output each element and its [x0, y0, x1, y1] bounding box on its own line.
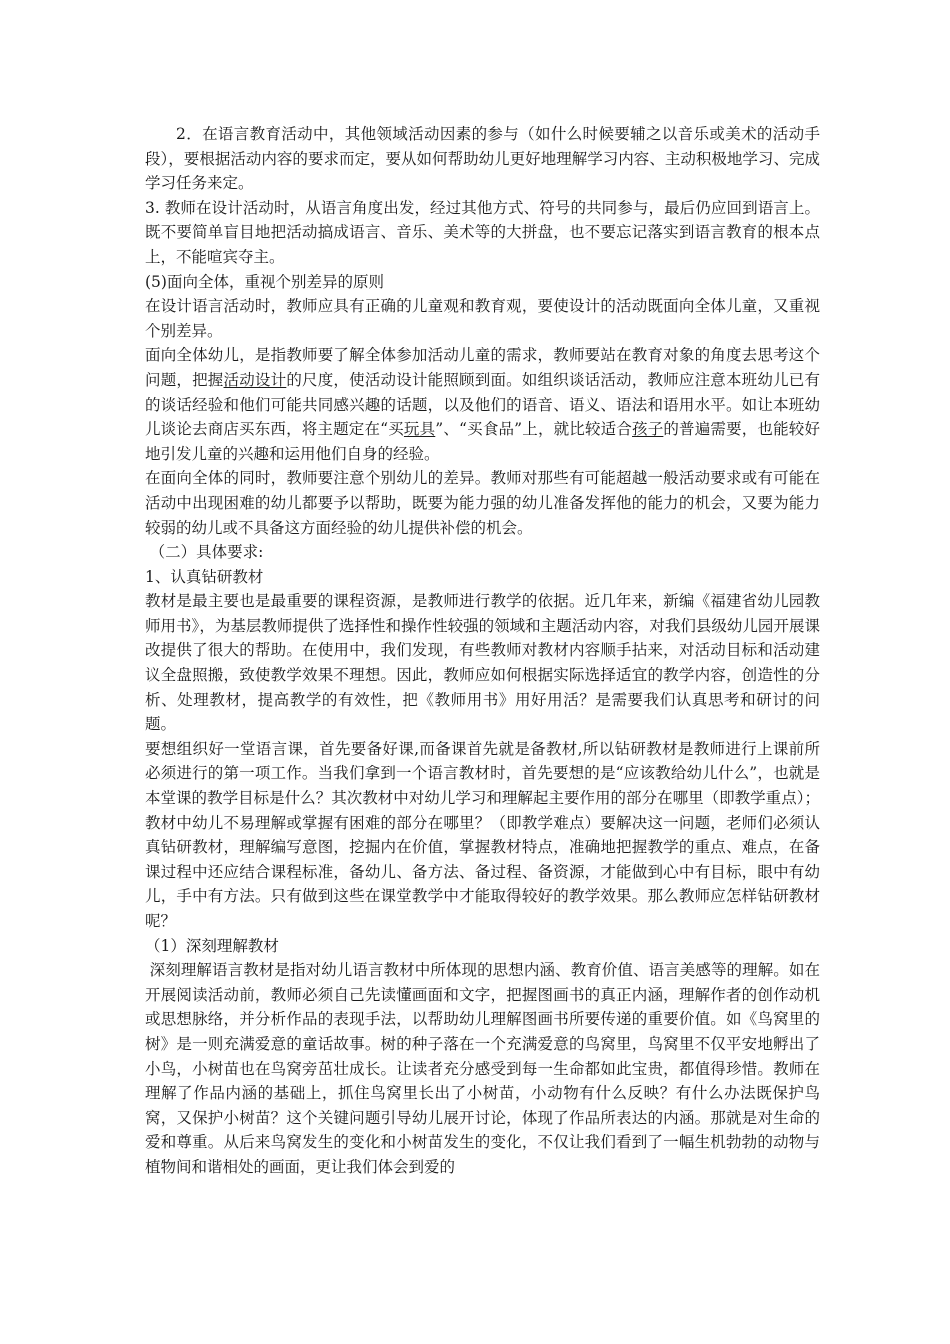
link-children[interactable]: 孩子: [632, 420, 664, 439]
link-activity-design[interactable]: 活动设计: [223, 370, 287, 389]
paragraph-return-to-language: 3. 教师在设计活动时，从语言角度出发，经过其他方式、符号的共同参与，最后仍应回到语言上。既不要简单盲目地把活动搞成语言、音乐、美术等的大拼盘，也不要忘记落实到语言教育的根本点上，不能喧宾夺主。: [145, 198, 820, 266]
paragraph-all-children: [145, 343, 820, 466]
paragraph-deep-understanding: 深刻理解语言教材是指对幼儿语言教材中所体现的思想内涵、教育价值、语言美感等的理解。如在开展阅读活动前，教师必须自己先读懂画面和文字，把握图画书的真正内涵，理解作者的创作动机或思想脉络，并分析作品的表现手法，以帮助幼儿理解图画书所要传递的重要价值。如《鸟窝里的树》是一则充满爱意的童话故事。树的种子落在一个充满爱意的鸟窝里，鸟窝里不仅平安地孵出了小鸟，小树苗也在鸟窝旁茁壮成长。让读者充分感受到每一生命都如此宝贵，都值得珍惜。教师在理解了作品内涵的基础上，抓住鸟窝里长出了小树苗，小动物有什么反映？有什么办法既保护鸟窝，又保护小树苗？这个关键问题引导幼儿展开讨论，体现了作品所表达的内涵。那就是对生命的爱和尊重。从后来鸟窝发生的变化和小树苗发生的变化，不仅让我们看到了一幅生机勃勃的动物与植物间和谐相处的画面，更让我们体会到爱的: [145, 961, 820, 1176]
document-page: [145, 122, 820, 1180]
paragraph-activity-factors: 2．在语言教育活动中，其他领域活动因素的参与（如什么时候要辅之以音乐或美术的活动手段），要根据活动内容的要求而定，要从如何帮助幼儿更好地理解学习内容、主动积极地学习、完成学习任务来定。: [145, 125, 820, 193]
text-segment: ”、“买食品”上，就比较适合: [435, 420, 633, 439]
heading-study-materials: 1、认真钻研教材: [145, 567, 264, 586]
heading-principle-5: (5)面向全体，重视个别差异的原则: [145, 272, 384, 291]
paragraph-materials-resource: 教材是最主要也是最重要的课程资源，是教师进行教学的依据。近几年来，新编《福建省幼儿园教师用书》，为基层教师提供了选择性和操作性较强的领域和主题活动内容，对我们县级幼儿园开展课改提供了很大的帮助。在使用中，我们发现，有些教师对教材内容顺手拈来，对活动目标和活动建议全盘照搬，致使教学效果不理想。因此，教师应如何根据实际选择适宜的教学内容，创造性的分析、处理教材，提高教学的有效性，把《教师用书》用好用活？是需要我们认真思考和研讨的问题。: [145, 592, 820, 734]
paragraph-child-view: 在设计语言活动时，教师应具有正确的儿童观和教育观，要使设计的活动既面向全体儿童，又重视个别差异。: [145, 297, 820, 340]
link-toys[interactable]: 玩具: [403, 420, 436, 439]
text-segment: 面向全体幼儿，是指教师要了解全体参加活动儿童的需求，教师要站在教育对象的角度去思考这个问题，把握: [145, 346, 820, 389]
text-segment: 的尺度，使活动设计能照顾到面。如组织谈话活动，教师应注意本班幼儿已有的谈话经验和他们可能共同感兴趣的话题，以及他们的语音、语义、语法和语用水平。如让本班幼儿谈论去商店买东西，将主题定在“买: [145, 370, 820, 439]
heading-specific-requirements: （二）具体要求:: [149, 543, 264, 562]
text-segment: 的普遍需要，也能较好地引发儿童的兴趣和运用他们自身的经验。: [145, 420, 820, 463]
paragraph-lesson-preparation: 要想组织好一堂语言课，首先要备好课,而备课首先就是备教材,所以钻研教材是教师进行上课前所必须进行的第一项工作。当我们拿到一个语言教材时，首先要想的是“应该教给幼儿什么”，也就是本堂课的教学目标是什么？其次教材中对幼儿学习和理解起主要作用的部分在哪里（即教学重点）；教材中幼儿不易理解或掌握有困难的部分在哪里？（即教学难点）要解决这一问题，老师们必须认真钻研教材，理解编写意图，挖掘内在价值，掌握教材特点，准确地把握教学的重点、难点，在备课过程中还应结合课程标准，备幼儿、备方法、备过程、备资源，才能做到心中有目标，眼中有幼儿，手中有方法。只有做到这些在课堂教学中才能取得较好的教学效果。那么教师应怎样钻研教材呢？: [145, 739, 820, 930]
paragraph-individual-differences: 在面向全体的同时，教师要注意个别幼儿的差异。教师对那些有可能超越一般活动要求或有可能在活动中出现困难的幼儿都要予以帮助，既要为能力强的幼儿准备发挥他的能力的机会，又要为能力较弱的幼儿或不具备这方面经验的幼儿提供补偿的机会。: [145, 469, 820, 537]
heading-understand-materials: （1）深刻理解教材: [145, 936, 279, 955]
